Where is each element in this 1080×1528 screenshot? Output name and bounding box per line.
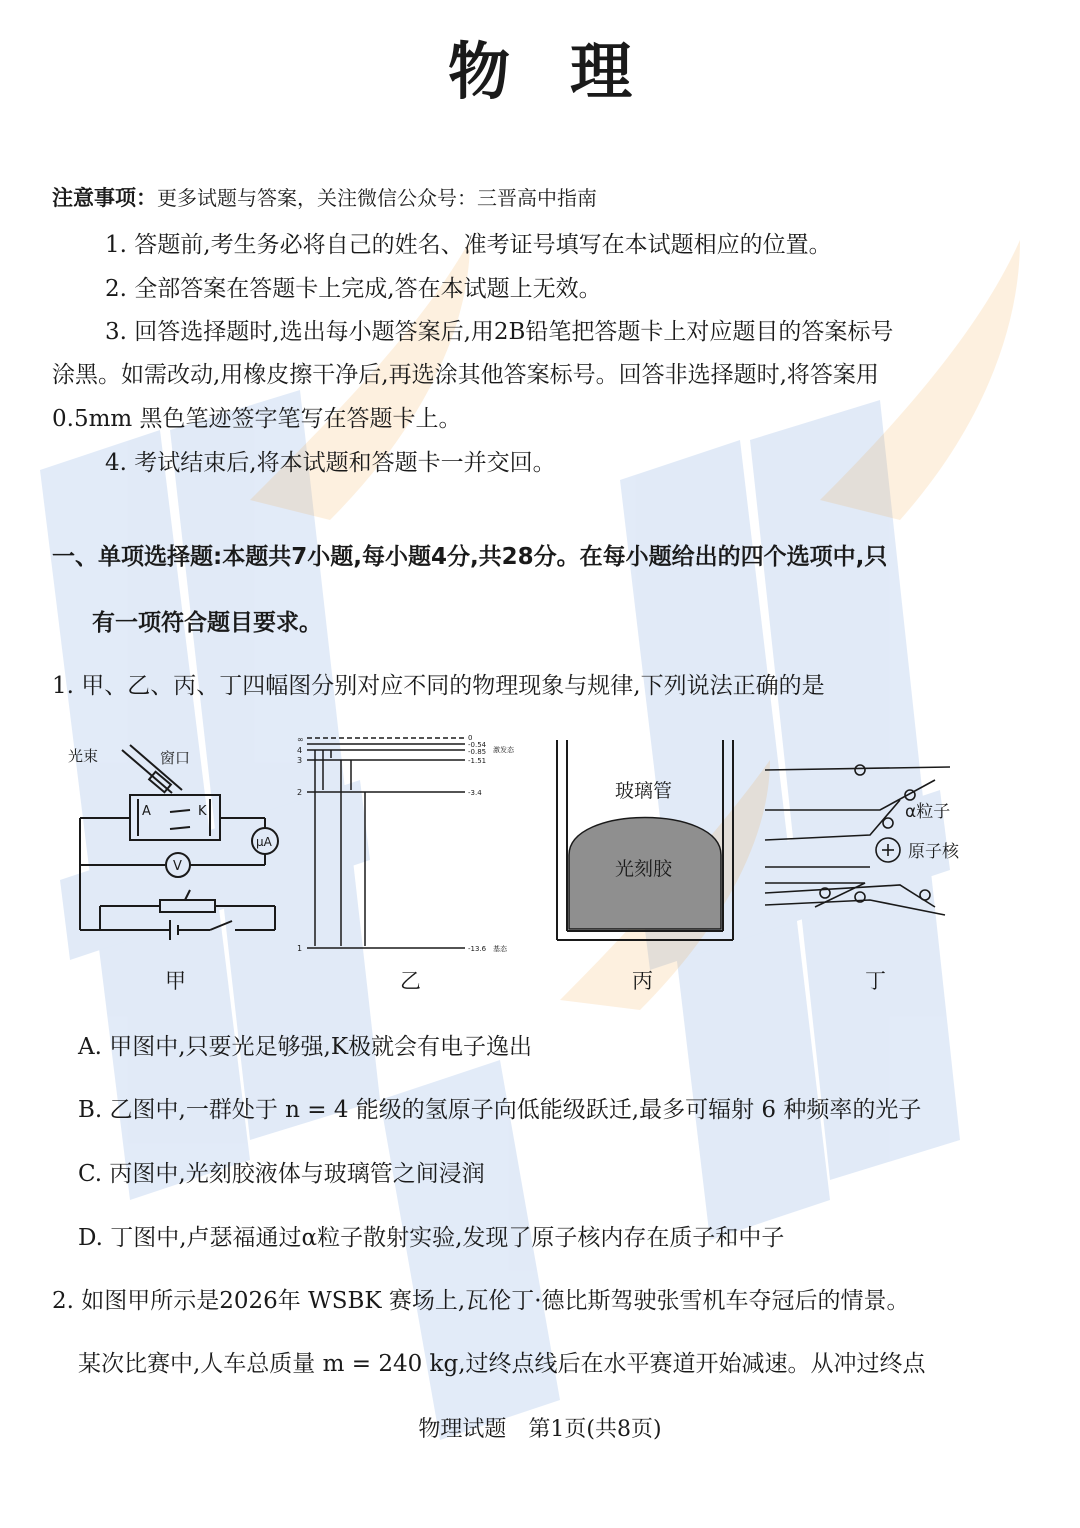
notice-item-4: 4. 考试结束后,将本试题和答题卡一并交回。 <box>105 450 556 476</box>
notice-item-3: 3. 回答选择题时,选出每小题答案后,用2B铅笔把答题卡上对应题目的答案标号 <box>105 319 894 345</box>
level-3-n: 3 <box>297 756 303 765</box>
figure-yi-caption: 乙 <box>400 969 421 993</box>
notice-heading: 注意事项： <box>52 186 157 210</box>
question-1-option-c: C. 丙图中,光刻胶液体与玻璃管之间浸润 <box>78 1161 485 1187</box>
question-1-stem: 1. 甲、乙、丙、丁四幅图分别对应不同的物理现象与规律,下列说法正确的是 <box>52 673 825 699</box>
figure-ding <box>760 755 1000 935</box>
alpha-particle-label: α粒子 <box>905 802 951 822</box>
page-title: 物理 <box>447 35 692 108</box>
figure-yi <box>295 730 525 960</box>
level-5-e: -0.54 <box>468 741 487 749</box>
level-2-n: 2 <box>297 788 303 797</box>
level-1-n: 1 <box>297 944 303 953</box>
anode-label: A <box>142 804 151 819</box>
nucleus-label: 原子核 <box>908 842 959 862</box>
ground-state-label: 基态 <box>493 945 507 953</box>
level-inf-n: ∞ <box>297 735 304 744</box>
level-4-e: -0.85 <box>468 748 487 756</box>
notice-item-2: 2. 全部答案在答题卡上完成,答在本试题上无效。 <box>105 276 602 302</box>
figure-bing-caption: 丙 <box>632 969 653 993</box>
notice-item-3-cont: 涂黑。如需改动,用橡皮擦干净后,再选涂其他答案标号。回答非选择题时,将答案用 <box>52 362 879 388</box>
figure-bing <box>545 735 745 950</box>
question-2-line2: 某次比赛中,人车总质量 m = 240 kg,过终点线后在水平赛道开始减速。从冲过终点 <box>78 1351 926 1377</box>
light-beam-label: 光束 <box>68 747 99 765</box>
glass-tube-label: 玻璃管 <box>615 780 673 802</box>
question-1-option-a: A. 甲图中,只要光足够强,K极就会有电子逸出 <box>78 1034 533 1060</box>
notice-header <box>52 182 597 212</box>
figure-ding-caption: 丁 <box>865 969 886 993</box>
cathode-label: K <box>198 804 207 819</box>
excited-state-label: 激发态 <box>493 746 514 754</box>
level-2-e: -3.4 <box>468 789 482 797</box>
window-label: 窗口 <box>160 749 191 767</box>
notice-item-1: 1. 答题前,考生务必将自己的姓名、准考证号填写在本试题相应的位置。 <box>105 232 832 258</box>
figure-jia <box>60 735 303 955</box>
question-1-option-d: D. 丁图中,卢瑟福通过α粒子散射实验,发现了原子核内存在质子和中子 <box>78 1225 785 1251</box>
level-inf-e: 0 <box>468 734 473 742</box>
voltmeter-label: V <box>173 859 182 874</box>
level-1-e: -13.6 <box>468 945 487 953</box>
question-2-line1: 2. 如图甲所示是2026年 WSBK 赛场上,瓦伦丁·德比斯驾驶张雪机车夺冠后的情景。 <box>52 1288 910 1314</box>
section-heading-line2: 有一项符合题目要求。 <box>92 610 322 636</box>
level-3-e: -1.51 <box>468 757 487 765</box>
microammeter-label: μA <box>256 835 272 849</box>
section-heading-line1: 一、单项选择题:本题共7小题,每小题4分,共28分。在每小题给出的四个选项中,只 <box>52 544 888 570</box>
question-1-option-b: B. 乙图中,一群处于 n = 4 能级的氢原子向低能级跃迁,最多可辐射 6 种频率的光子 <box>78 1097 922 1123</box>
figure-jia-caption: 甲 <box>165 969 186 993</box>
level-4-n: 4 <box>297 746 303 755</box>
photoresist-label: 光刻胶 <box>615 858 673 880</box>
page-footer: 物理试题 第1页(共8页) <box>418 1417 662 1442</box>
notice-extra: 更多试题与答案，关注微信公众号：三晋高中指南 <box>157 186 597 210</box>
notice-item-3-cont2: 0.5mm 黑色笔迹签字笔写在答题卡上。 <box>52 406 462 432</box>
